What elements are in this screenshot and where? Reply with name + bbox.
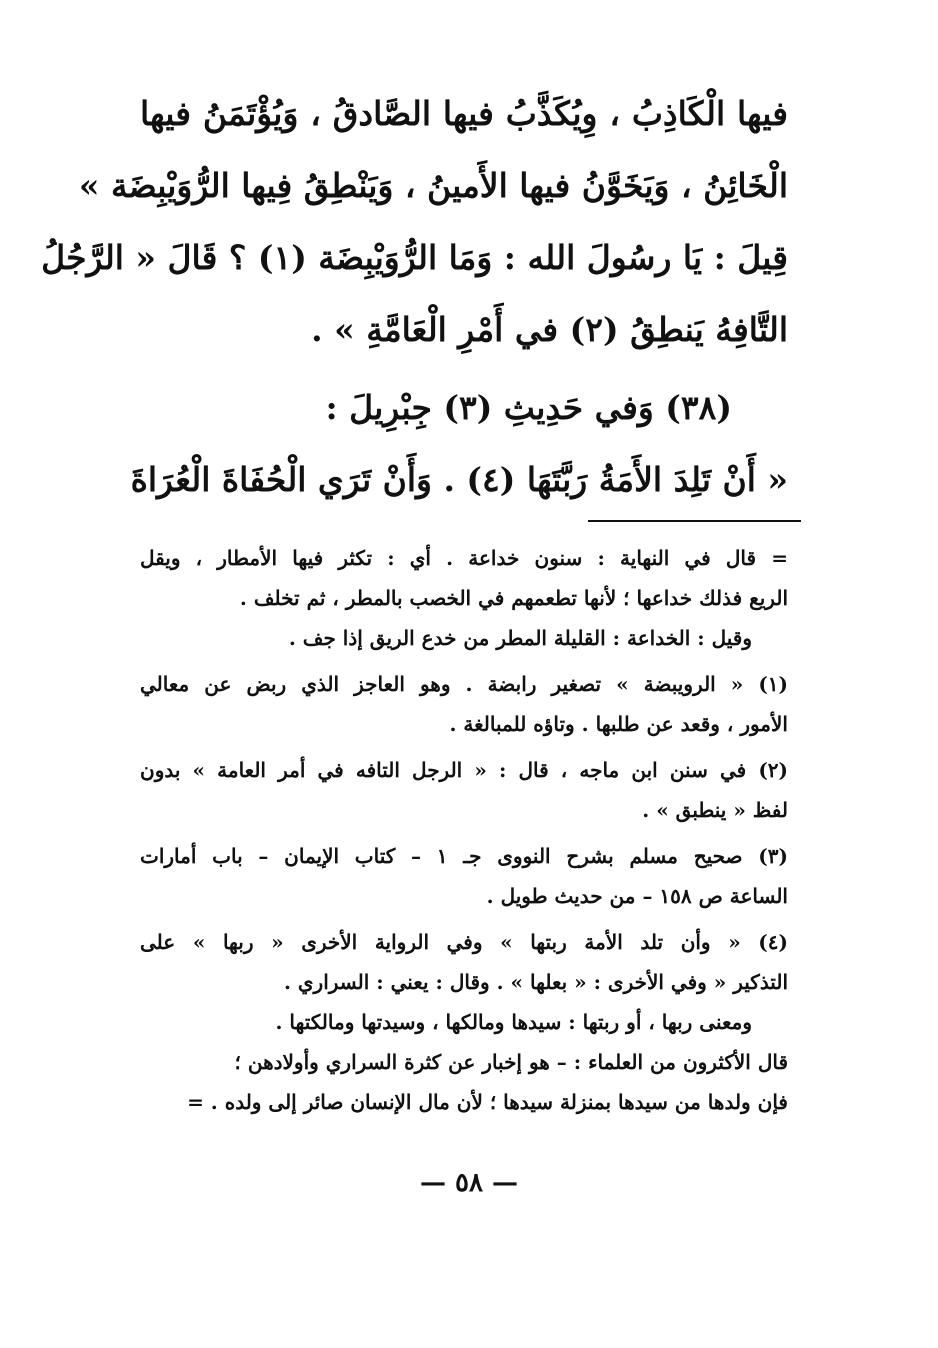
footnote-line: الريع فذلك خداعها ؛ لأنها تطعمهم في الخصب بالمطر ، ثم تخلف . (239, 586, 788, 610)
footnote-line: وقيل : الخداعة : القليلة المطر من خدع الريق إذا جف . (288, 626, 752, 650)
main-text-line: الْخَائِنُ ، وَيَخَوَّنُ فيها الأَمينُ ، وَيَنْطِقُ فِيها الرُّوَيْبِضَة » (78, 166, 788, 205)
footnote-line: (٤) « وأن تلد الأمة ربتها » وفي الرواية الأخرى « ربها » على (140, 930, 788, 954)
hadith-heading: (٣٨) وَفي حَدِيثِ (٣) جِبْرِيلَ : (325, 388, 732, 427)
footnote-divider (588, 520, 801, 522)
footnote-line: = قال في النهاية : سنون خداعة . أي : تكثر فيها الأمطار ، ويقل (140, 546, 788, 570)
footnote-line: ومعنى ربها ، أو ربتها : سيدها ومالكها ، وسيدتها ومالكتها . (275, 1010, 752, 1034)
page-number: — ٥٨ — (419, 1168, 519, 1198)
main-text-line: « أَنْ تَلِدَ الأَمَةُ رَبَّتَهَا (٤) . وَأَنْ تَرَي الْحُفَاةَ الْعُرَاةَ (130, 460, 788, 499)
footnote-line: (١) « الرويبضة » تصغير رابضة . وهو العاجز الذي ربض عن معالي (140, 672, 788, 696)
main-text-line: قِيلَ : يَا رسُولَ الله : وَمَا الرُّوَيْبِضَة (١) ؟ قَالَ « الرَّجُلُ (41, 238, 788, 277)
footnote-line: الساعة ص ١٥٨ – من حديث طويل . (486, 884, 788, 908)
footnote-line: لفظ « ينطبق » . (642, 798, 788, 822)
main-text-line: فيها الْكَاذِبُ ، وِيُكَذَّبُ فيها الصَّادقُ ، وَيُؤْتَمَنُ فيها (140, 94, 788, 133)
footnote-line: (٢) في سنن ابن ماجه ، قال : « الرجل التافه في أمر العامة » بدون (140, 758, 788, 782)
footnote-line: التذكير « وفي الأخرى : « بعلها » . وقال : يعني : السراري . (283, 970, 788, 994)
footnote-line: فإن ولدها من سيدها بمنزلة سيدها ؛ لأن مال الإنسان صائر إلى ولده . = (187, 1090, 788, 1114)
footnote-line: قال الأكثرون من العلماء : – هو إخبار عن كثرة السراري وأولادهن ؛ (234, 1050, 788, 1074)
footnotes-block (140, 538, 788, 1122)
main-text-line: التَّافِهُ يَنطِقُ (٢) في أَمْرِ الْعَامَّةِ » . (311, 310, 788, 349)
footnote-line: الأمور ، وقعد عن طلبها . وتاؤه للمبالغة . (449, 712, 788, 736)
main-text-block (41, 78, 788, 516)
footnote-line: (٣) صحيح مسلم بشرح النووى جـ ١ – كتاب الإيمان – باب أمارات (140, 844, 788, 868)
